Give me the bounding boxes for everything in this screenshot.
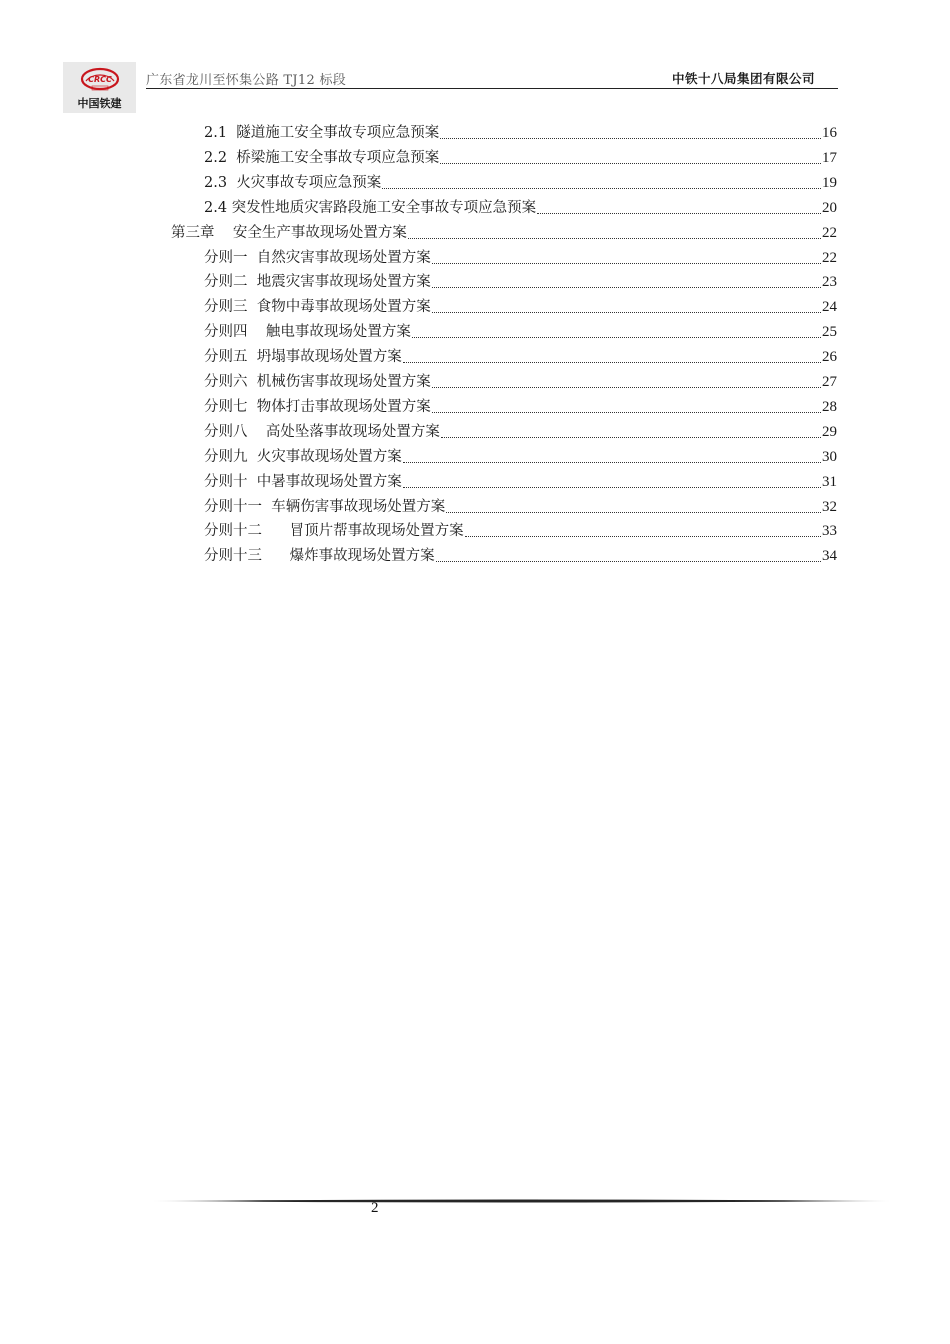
toc-entry-title: 分则四 触电事故现场处置方案: [204, 324, 411, 341]
toc-entry[interactable]: [204, 320, 837, 344]
toc-entry-title: 分则二 地震灾害事故现场处置方案: [204, 274, 431, 291]
toc-entry-title: 分则十 中暑事故现场处置方案: [204, 473, 402, 490]
project-title: 广东省龙川至怀集公路 TJ12 标段: [146, 73, 347, 88]
toc-entry-title: 分则七 物体打击事故现场处置方案: [204, 398, 431, 415]
toc-entry-title: 分则九 火灾事故现场处置方案: [204, 448, 402, 465]
toc-entry[interactable]: [204, 420, 837, 444]
company-logo: [63, 62, 136, 113]
logo-emblem-text: CRCC: [88, 75, 112, 84]
toc-entry-page: 31: [822, 473, 837, 490]
toc-entry-page: 29: [822, 423, 837, 440]
toc-entry[interactable]: [204, 470, 837, 494]
toc-entry-title: 2.2 桥梁施工安全事故专项应急预案: [204, 149, 440, 166]
toc-entry-title: 2.3 火灾事故专项应急预案: [204, 174, 382, 191]
toc-entry[interactable]: [204, 171, 837, 195]
toc-dot-leader: [403, 487, 821, 488]
toc-entry[interactable]: [204, 146, 837, 170]
toc-dot-leader: [432, 287, 821, 288]
toc-dot-leader: [432, 263, 821, 264]
toc-entry-title: 第三章 安全生产事故现场处置方案: [171, 224, 407, 241]
toc-entry-title: 2.4 突发性地质灾害路段施工安全事故专项应急预案: [204, 199, 537, 216]
toc-entry[interactable]: [204, 121, 837, 145]
toc-entry-page: 32: [822, 498, 837, 515]
toc-entry-page: 25: [822, 324, 837, 341]
toc-entry-title: 分则五 坍塌事故现场处置方案: [204, 349, 402, 366]
toc-entry[interactable]: [204, 295, 837, 319]
toc-entry-page: 20: [822, 199, 837, 216]
toc-dot-leader: [436, 561, 821, 562]
toc-dot-leader: [432, 412, 821, 413]
logo-text: 中国铁建: [77, 97, 122, 110]
toc-entry[interactable]: [204, 445, 837, 469]
toc-entry[interactable]: [204, 519, 837, 543]
toc-dot-leader: [408, 238, 821, 239]
toc-entry-title: 分则十三 爆炸事故现场处置方案: [204, 548, 435, 565]
toc-entry-page: 30: [822, 448, 837, 465]
toc-dot-leader: [412, 337, 821, 338]
toc-entry[interactable]: [204, 370, 837, 394]
toc-dot-leader: [403, 462, 821, 463]
toc-dot-leader: [440, 163, 821, 164]
toc-entry-title: 2.1 隧道施工安全事故专项应急预案: [204, 125, 440, 141]
toc-entry-title: 分则三 食物中毒事故现场处置方案: [204, 299, 431, 316]
toc-entry-page: 16: [822, 125, 837, 141]
toc-entry[interactable]: [204, 395, 837, 419]
company-name: 中铁十八局集团有限公司: [671, 71, 815, 86]
toc-entry-page: 33: [822, 523, 837, 540]
toc-entry[interactable]: [204, 345, 837, 369]
toc-entry-title: 分则八 高处坠落事故现场处置方案: [204, 423, 440, 440]
toc-entry-page: 26: [822, 349, 837, 366]
toc-dot-leader: [446, 512, 821, 513]
toc-dot-leader: [537, 213, 821, 214]
toc-dot-leader: [432, 387, 821, 388]
page-number: 2: [371, 1200, 379, 1216]
toc-entry-page: 24: [822, 299, 837, 316]
toc-entry[interactable]: [204, 270, 837, 294]
toc-dot-leader: [441, 437, 821, 438]
toc-entry[interactable]: [204, 246, 837, 270]
toc-entry-page: 22: [822, 249, 837, 266]
toc-dot-leader: [403, 362, 821, 363]
toc-entry-page: 22: [822, 224, 837, 241]
toc-entry-page: 28: [822, 398, 837, 415]
toc-dot-leader: [465, 536, 821, 537]
toc-dot-leader: [382, 188, 821, 189]
toc-dot-leader: [440, 138, 821, 139]
toc-entry-title: 分则六 机械伤害事故现场处置方案: [204, 374, 431, 390]
toc-entry-title: 分则一 自然灾害事故现场处置方案: [204, 249, 431, 266]
toc-entry[interactable]: [204, 196, 837, 220]
toc-entry-page: 17: [822, 149, 837, 166]
toc-entry[interactable]: [171, 221, 837, 245]
toc-entry[interactable]: [204, 544, 837, 568]
crcc-emblem-icon: [80, 67, 120, 93]
footer-divider: [152, 1199, 896, 1203]
toc-entry-title: 分则十二 冒顶片帮事故现场处置方案: [204, 523, 464, 540]
header-divider: [146, 88, 838, 89]
toc-entry-title: 分则十一 车辆伤害事故现场处置方案: [204, 498, 446, 515]
toc-entry-page: 23: [822, 274, 837, 291]
toc-entry-page: 34: [822, 548, 837, 565]
toc-dot-leader: [432, 312, 821, 313]
toc-entry[interactable]: [204, 495, 837, 519]
toc-entry-page: 19: [822, 174, 837, 191]
toc-entry-page: 27: [822, 374, 837, 390]
